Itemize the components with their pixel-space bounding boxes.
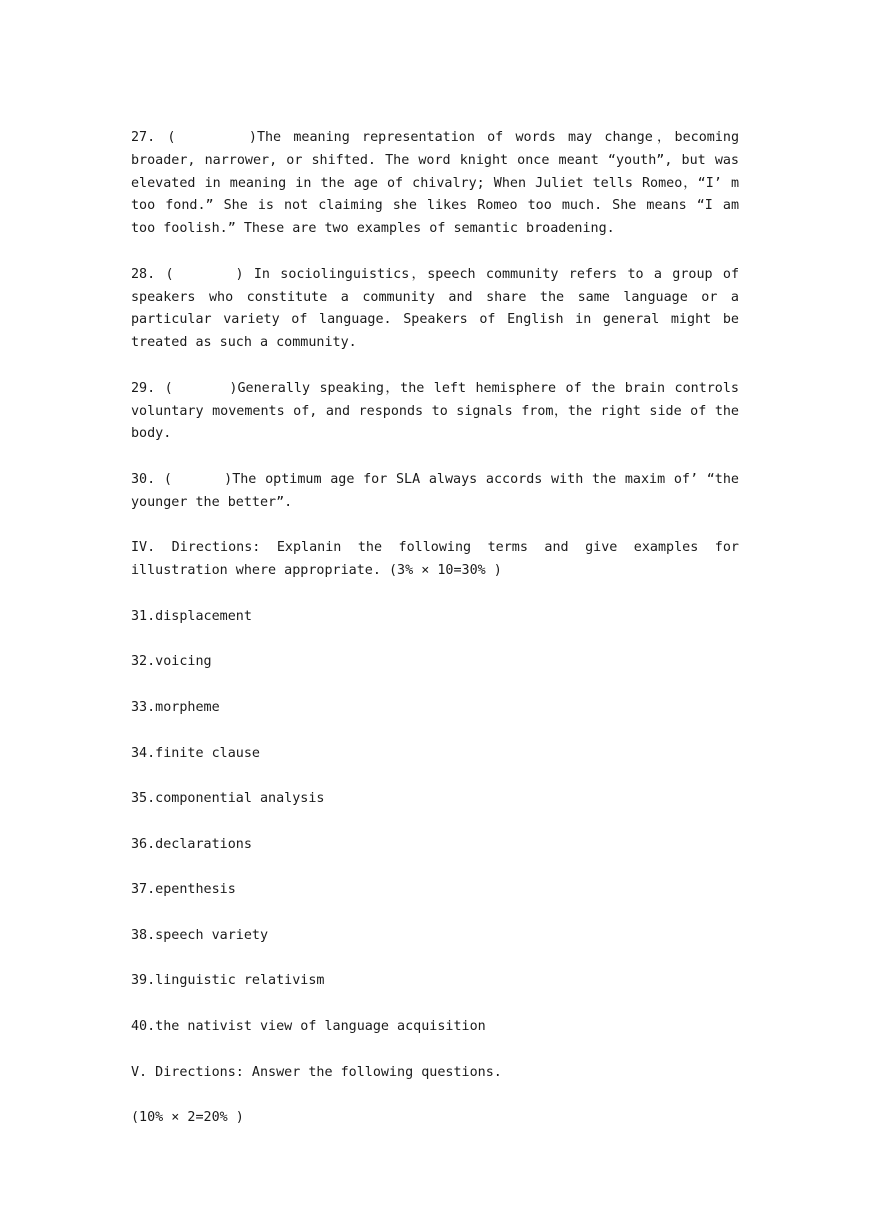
question-text: The meaning representation of words may change，becoming broader, narrower, or shifted. The word knight once meant “youth”, but was elevated in meaning in the age of chivalry; When Juliet tells Romeo，“I’ m too fond.” She is not claiming she likes Romeo too much. She means “I am too foolish.” These are two examples of semantic broadening. (131, 130, 740, 237)
term-item: 31.displacement (131, 608, 252, 624)
answer-blank: ( ) (165, 266, 244, 282)
answer-blank: ( ) (164, 380, 238, 396)
term-item: 34.finite clause (131, 745, 260, 761)
section-5-score: (10% × 2=20% ) (131, 1110, 244, 1126)
term-item: 35.componential analysis (131, 791, 325, 807)
question-number: 27. (131, 130, 156, 145)
question-text: Generally speaking，the left hemisphere of the brain controls voluntary movements of, and responds to signals from，the right side of the body. (131, 380, 739, 442)
section-5-heading: V. Directions: Answer the following questions. (131, 1064, 502, 1080)
term-item: 37.epenthesis (131, 882, 236, 898)
question-number: 29. (131, 380, 156, 396)
term-item: 33.morpheme (131, 699, 220, 715)
terms-list (131, 606, 739, 1039)
question-28 (131, 264, 739, 355)
question-29 (131, 378, 739, 446)
question-text: In sociolinguistics，speech community refers to a group of speakers who constitute a community and share the same language or a particular variety of language. Speakers of English in general might be treated as such a community. (131, 266, 740, 351)
term-item: 36.declarations (131, 836, 252, 852)
question-text: The optimum age for SLA always accords with the maxim of’ “the younger the better”. (131, 471, 739, 510)
question-number: 30. (131, 471, 156, 487)
question-30 (131, 469, 739, 515)
term-item: 38.speech variety (131, 927, 269, 943)
section-4-heading: IV. Directions: Explanin the following terms and give examples for illustration where appropriate. (3% × 10=30% ) (131, 540, 739, 579)
answer-blank: ( ) (163, 471, 233, 487)
question-27 (131, 127, 739, 241)
document-page (131, 127, 739, 1153)
term-item: 32.voicing (131, 654, 212, 670)
term-item: 39.linguistic relativism (131, 973, 325, 989)
question-number: 28. (131, 266, 156, 282)
answer-blank: ( ) (167, 130, 257, 145)
term-item: 40.the nativist view of language acquisition (131, 1019, 486, 1035)
